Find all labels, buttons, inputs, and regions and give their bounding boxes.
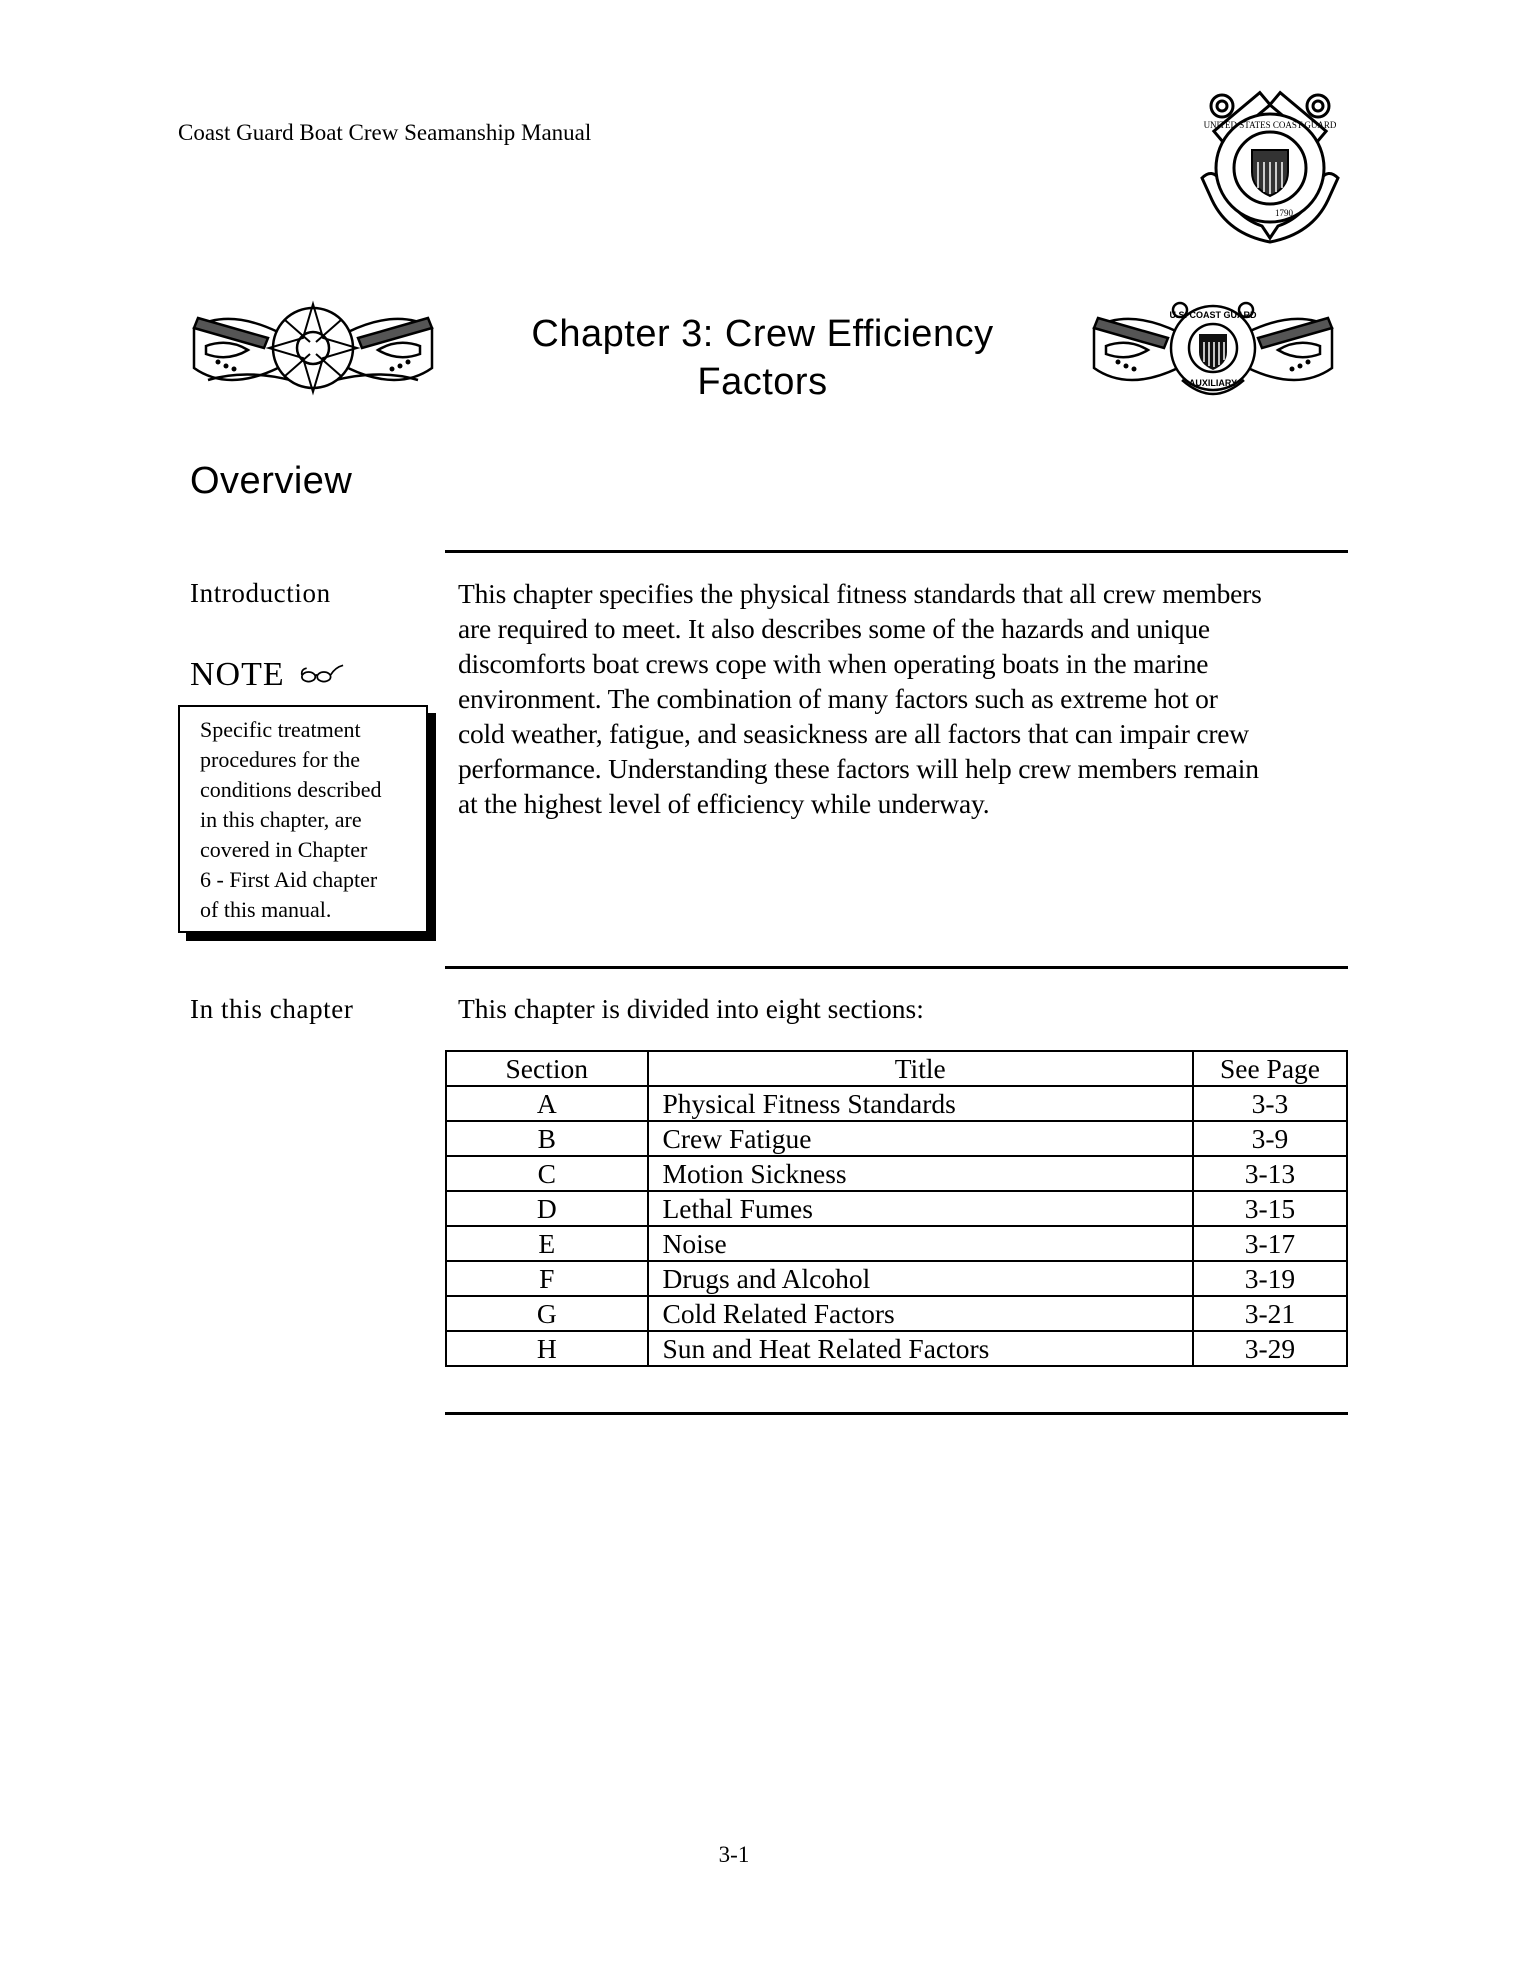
note-line: of this manual. — [200, 897, 332, 922]
in-this-chapter-intro: This chapter is divided into eight sections: — [458, 993, 924, 1024]
table-row — [446, 1331, 1347, 1366]
svg-text:AUXILIARY: AUXILIARY — [1188, 378, 1238, 388]
table-header-row — [446, 1051, 1347, 1086]
section-page: 3-3 — [1193, 1086, 1347, 1121]
divider-rule — [445, 1412, 1348, 1415]
table-row — [446, 1261, 1347, 1296]
section-page: 3-13 — [1193, 1156, 1347, 1191]
note-line: covered in Chapter — [200, 837, 368, 862]
divider-rule — [445, 550, 1348, 553]
section-letter: E — [446, 1226, 648, 1261]
section-heading-overview: Overview — [190, 460, 353, 502]
section-title: Sun and Heat Related Factors — [648, 1331, 1193, 1366]
section-title: Drugs and Alcohol — [648, 1261, 1193, 1296]
table-row — [446, 1156, 1347, 1191]
note-label — [190, 656, 345, 694]
table-row — [446, 1191, 1347, 1226]
table-row — [446, 1226, 1347, 1261]
section-letter: H — [446, 1331, 648, 1366]
section-title: Noise — [648, 1226, 1193, 1261]
column-header-see-page: See Page — [1193, 1051, 1347, 1086]
compass-rose-insignia-icon — [188, 298, 438, 396]
section-page: 3-15 — [1193, 1191, 1347, 1226]
introduction-body — [458, 576, 1358, 821]
note-label-text: NOTE — [190, 656, 285, 693]
section-title: Crew Fatigue — [648, 1121, 1193, 1156]
section-letter: B — [446, 1121, 648, 1156]
section-title: Physical Fitness Standards — [648, 1086, 1193, 1121]
running-header: Coast Guard Boat Crew Seamanship Manual — [178, 120, 592, 145]
introduction-line: performance. Understanding these factors will help crew members remain — [458, 753, 1259, 784]
eyeglasses-icon — [299, 656, 345, 694]
note-box — [178, 705, 428, 933]
column-header-section: Section — [446, 1051, 648, 1086]
section-page: 3-9 — [1193, 1121, 1347, 1156]
section-letter: D — [446, 1191, 648, 1226]
section-letter: G — [446, 1296, 648, 1331]
section-letter: A — [446, 1086, 648, 1121]
note-line: procedures for the — [200, 747, 361, 772]
section-page: 3-17 — [1193, 1226, 1347, 1261]
chapter-title — [470, 310, 1055, 406]
chapter-title-line-1: Chapter 3: Crew Efficiency — [531, 313, 994, 355]
table-row — [446, 1296, 1347, 1331]
section-letter: C — [446, 1156, 648, 1191]
section-page: 3-29 — [1193, 1331, 1347, 1366]
table-row — [446, 1121, 1347, 1156]
section-page: 3-19 — [1193, 1261, 1347, 1296]
table-row — [446, 1086, 1347, 1121]
introduction-line: at the highest level of efficiency while underway. — [458, 788, 990, 819]
introduction-label: Introduction — [190, 578, 331, 608]
seal-text: UNITED STATES COAST GUARD — [1203, 120, 1337, 130]
column-header-title: Title — [648, 1051, 1193, 1086]
introduction-line: This chapter specifies the physical fitness standards that all crew members — [458, 578, 1262, 609]
section-letter: F — [446, 1261, 648, 1296]
svg-text:1790: 1790 — [1275, 208, 1293, 218]
page-number: 3-1 — [718, 1842, 750, 1867]
sections-table — [445, 1050, 1348, 1367]
note-line: in this chapter, are — [200, 807, 362, 832]
section-title: Lethal Fumes — [648, 1191, 1193, 1226]
chapter-title-line-2: Factors — [697, 361, 828, 403]
section-page: 3-21 — [1193, 1296, 1347, 1331]
introduction-line: cold weather, fatigue, and seasickness are all factors that can impair crew — [458, 718, 1249, 749]
note-line: 6 - First Aid chapter — [200, 867, 378, 892]
introduction-line: are required to meet. It also describes some of the hazards and unique — [458, 613, 1210, 644]
coast-guard-seal-icon — [1192, 88, 1348, 244]
svg-text:U.S. COAST GUARD: U.S. COAST GUARD — [1169, 310, 1257, 320]
section-title: Motion Sickness — [648, 1156, 1193, 1191]
section-title: Cold Related Factors — [648, 1296, 1193, 1331]
in-this-chapter-label: In this chapter — [190, 994, 354, 1024]
introduction-line: discomforts boat crews cope with when operating boats in the marine — [458, 648, 1209, 679]
auxiliary-insignia-icon — [1088, 298, 1338, 396]
divider-rule — [445, 966, 1348, 969]
note-line: Specific treatment — [200, 717, 361, 742]
note-line: conditions described — [200, 777, 382, 802]
introduction-line: environment. The combination of many factors such as extreme hot or — [458, 683, 1218, 714]
